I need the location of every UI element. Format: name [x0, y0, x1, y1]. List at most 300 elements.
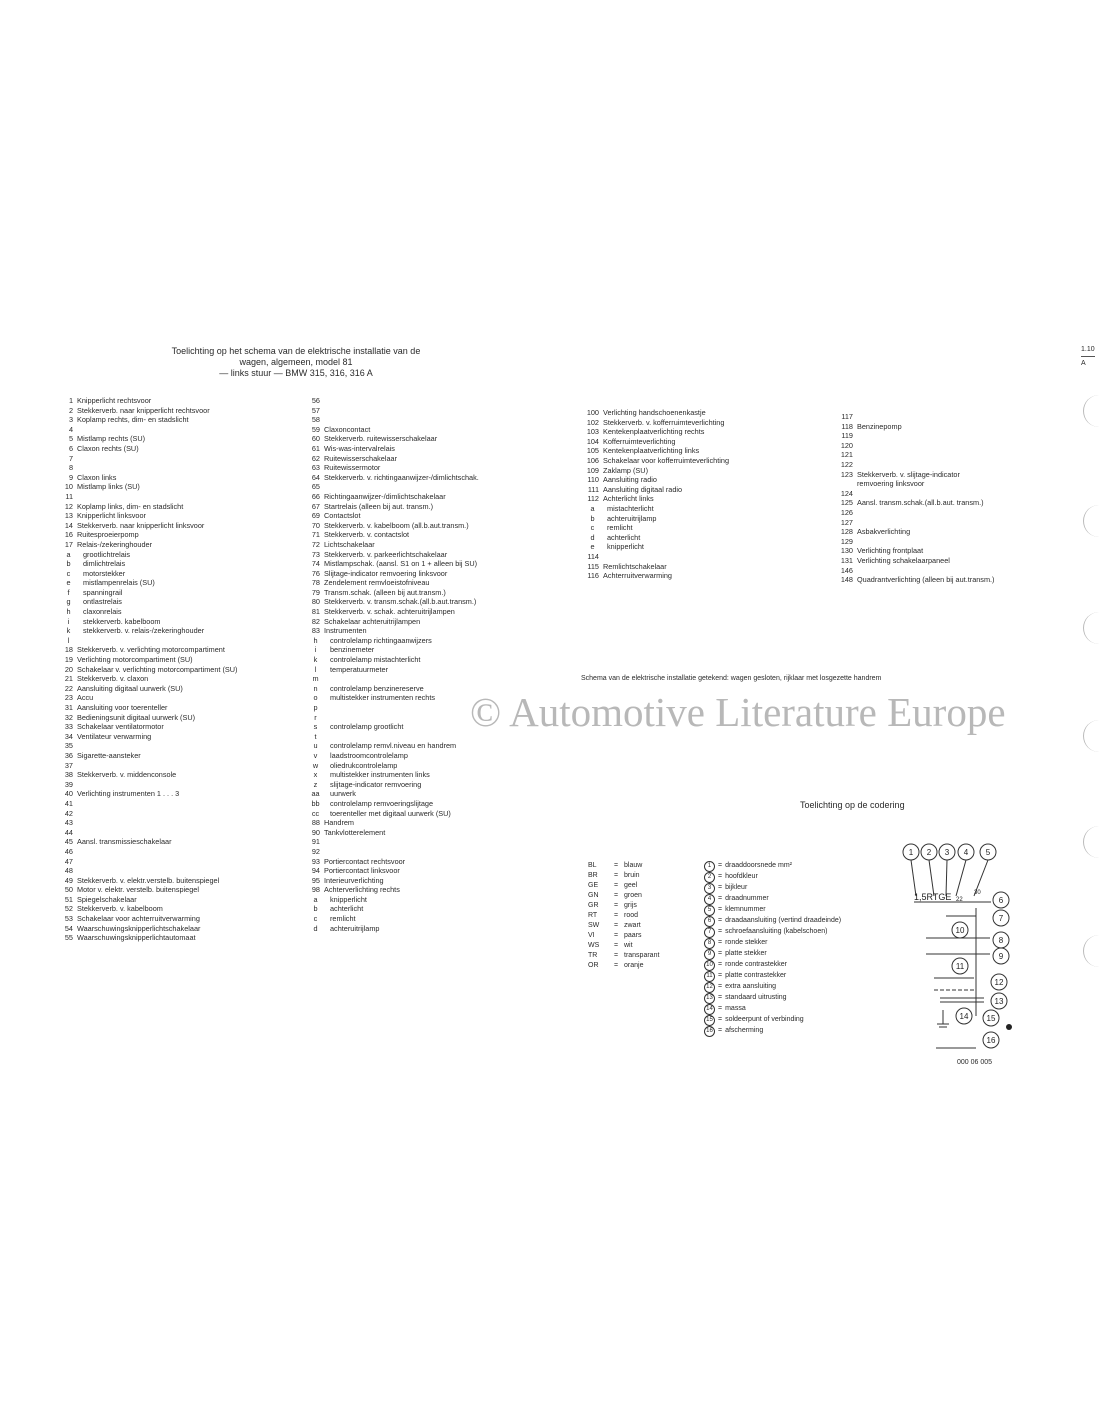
component-number: 46	[64, 846, 73, 856]
legend-number: 11	[704, 971, 715, 982]
component-subitem	[305, 789, 479, 799]
component-number: 95	[311, 875, 320, 885]
component-label: uurwerk	[330, 789, 356, 799]
component-label: Schakelaar voor achterruitverwarming	[77, 914, 200, 924]
component-number: b	[313, 904, 318, 914]
component-list-column-2	[305, 396, 479, 933]
component-subitem	[305, 732, 479, 742]
component-label: Richtingaanwijzer-/dimlichtschakelaar	[324, 491, 446, 501]
legend-text: afscherming	[725, 1027, 764, 1035]
component-number: 93	[311, 856, 320, 866]
coding-diagram	[896, 838, 1046, 1068]
component-number: 1	[68, 396, 73, 405]
component-number: 71	[311, 530, 320, 540]
component-number: 115	[587, 561, 599, 571]
color-code: SW	[588, 922, 600, 929]
component-item	[836, 470, 995, 480]
color-code-row	[588, 911, 659, 921]
component-label: knipperlicht	[330, 894, 367, 904]
component-subitem	[58, 607, 237, 617]
component-item	[836, 546, 995, 556]
equals-sign: =	[718, 862, 723, 870]
legend-text: massa	[725, 1005, 746, 1013]
component-label: spanningrail	[83, 587, 123, 597]
component-item	[305, 463, 479, 473]
legend-number: 5	[704, 905, 715, 916]
component-item	[836, 450, 995, 460]
component-number: l	[67, 635, 70, 645]
component-label: remlicht	[330, 914, 356, 924]
diagram-number-16: 16	[986, 1036, 996, 1045]
component-number: 74	[311, 559, 320, 569]
component-number: 40	[64, 789, 73, 799]
component-label: Knipperlicht linksvoor	[77, 511, 146, 521]
component-label: Achterverlichting rechts	[324, 885, 400, 895]
legend-number: 10	[704, 960, 715, 971]
component-label: Achterruitverwarming	[603, 571, 672, 581]
equals-sign: =	[614, 892, 619, 899]
color-code-row	[588, 951, 659, 961]
component-item	[305, 482, 479, 492]
component-number: 88	[311, 818, 320, 828]
equals-sign: =	[718, 1005, 723, 1013]
component-label: claxonrelais	[83, 607, 122, 617]
component-subitem	[305, 636, 479, 646]
diagram-terminal: 30	[974, 890, 981, 896]
component-label: Portiercontact rechtsvoor	[324, 856, 406, 866]
component-item	[58, 406, 237, 416]
component-label: achteruitrijlamp	[607, 513, 657, 523]
component-number: i	[67, 616, 70, 626]
component-item	[836, 518, 995, 528]
component-label: achteruitrijlamp	[330, 923, 380, 933]
component-number: 21	[64, 674, 73, 684]
component-number: b	[590, 513, 595, 523]
component-label: Accu	[77, 693, 94, 703]
component-label: Aansl. transm.schak.(all.b.aut. transm.)	[857, 498, 984, 508]
component-number: 56	[311, 396, 320, 405]
component-label: temperatuurmeter	[330, 664, 388, 674]
component-number: 57	[311, 405, 320, 415]
component-item	[305, 406, 479, 416]
component-number: 17	[64, 539, 73, 549]
component-item	[305, 444, 479, 454]
component-subitem	[58, 636, 237, 646]
component-item	[582, 494, 729, 504]
component-item	[58, 473, 237, 483]
component-number: 18	[64, 645, 73, 655]
legend-text: schroefaansluiting (kabelschoen)	[725, 928, 828, 936]
equals-sign: =	[718, 994, 723, 1002]
legend-number: 13	[704, 993, 715, 1004]
component-label: Stekkerverb. v. richtingaanwijzer-/dimlichtschak.	[324, 472, 479, 482]
component-label: Aansluiting digitaal radio	[603, 484, 683, 494]
component-number: 42	[64, 808, 73, 818]
component-number: 49	[64, 875, 73, 885]
diagram-number-15: 15	[986, 1014, 996, 1023]
component-number: 119	[841, 431, 853, 441]
color-code-row	[588, 881, 659, 891]
equals-sign: =	[718, 961, 723, 969]
component-number: 110	[587, 475, 599, 485]
component-label: dimlichtrelais	[83, 559, 126, 569]
component-number: 33	[64, 722, 73, 732]
component-number: 82	[311, 616, 320, 626]
component-label: Ruitesproeierpomp	[77, 530, 139, 540]
legend-text: platte contrastekker	[725, 972, 787, 980]
component-number: 20	[64, 664, 73, 674]
component-label: controlelamp remvoeringslijtage	[330, 798, 434, 808]
component-number: 4	[68, 424, 73, 434]
binder-hole-4	[1083, 720, 1100, 752]
coding-title: Toelichting op de codering	[800, 800, 905, 810]
component-number: 125	[840, 498, 853, 508]
legend-row	[704, 927, 841, 938]
color-code: BR	[588, 872, 598, 879]
component-label: Wis-was-intervalrelais	[324, 443, 395, 453]
component-label: Startrelais (alleen bij aut. transm.)	[324, 501, 434, 511]
component-label: Stekkerverb. v. middenconsole	[77, 770, 177, 780]
legend-row	[704, 993, 841, 1004]
component-item	[836, 527, 995, 537]
component-number: a	[66, 549, 71, 559]
component-number: v	[313, 750, 318, 760]
component-number: aa	[311, 789, 320, 799]
component-number: 6	[68, 443, 73, 453]
component-number: 91	[311, 837, 320, 847]
color-code-row	[588, 891, 659, 901]
component-number: 131	[840, 555, 853, 565]
component-label: multistekker instrumenten rechts	[330, 693, 436, 703]
component-label: Zendelement remvloeistofniveau	[324, 578, 430, 588]
component-item	[58, 799, 237, 809]
component-item	[836, 566, 995, 576]
component-number: 41	[64, 798, 73, 808]
component-label: oliedrukcontrolelamp	[330, 760, 398, 770]
component-item	[305, 876, 479, 886]
legend-text: ronde contrastekker	[725, 961, 787, 969]
component-number: g	[66, 597, 71, 607]
component-item	[58, 674, 237, 684]
component-subitem	[305, 655, 479, 665]
component-label: Mistlamp links (SU)	[77, 482, 140, 492]
component-number: 23	[64, 693, 73, 703]
component-label: Verlichting schakelaarpaneel	[857, 555, 950, 565]
page-reference-bottom: A	[1081, 356, 1095, 369]
component-number: 2	[68, 405, 73, 415]
component-number: 72	[311, 539, 320, 549]
component-item	[58, 492, 237, 502]
component-item	[305, 828, 479, 838]
component-subitem	[305, 693, 479, 703]
component-label: remvoering linksvoor	[857, 479, 925, 489]
component-subitem	[305, 809, 479, 819]
component-number: t	[314, 731, 317, 741]
component-label: Schakelaar v. verlichting motorcompartiment (SU)	[77, 664, 238, 674]
component-number: 67	[311, 501, 320, 511]
component-number: 10	[64, 482, 73, 492]
legend-number: 12	[704, 982, 715, 993]
component-item	[305, 569, 479, 579]
component-label: Aansluiting radio	[603, 475, 657, 485]
binder-hole-6	[1083, 935, 1100, 967]
component-number: c	[590, 523, 595, 533]
legend-text: bijkleur	[725, 884, 748, 892]
component-label: Stekkerverb. v. claxon	[77, 674, 149, 684]
component-label: controlelamp grootlicht	[330, 722, 404, 732]
component-number: 102	[586, 417, 599, 427]
component-number: 44	[64, 827, 73, 837]
equals-sign: =	[614, 932, 619, 939]
legend-number: 15	[704, 1015, 715, 1026]
component-item	[305, 540, 479, 550]
component-number: n	[313, 683, 318, 693]
legend-text: draaddoorsnede mm²	[725, 862, 793, 870]
component-number: 79	[311, 587, 320, 597]
component-item	[305, 425, 479, 435]
color-name: rood	[624, 912, 639, 919]
component-number: 53	[64, 914, 73, 924]
component-item	[58, 713, 237, 723]
color-code: TR	[588, 952, 598, 959]
component-label: Kofferruimteverlichting	[603, 436, 676, 446]
diagram-number-1: 1	[908, 848, 914, 857]
component-item	[58, 396, 237, 406]
diagram-number-14: 14	[959, 1012, 969, 1021]
component-item	[58, 741, 237, 751]
legend-row	[704, 960, 841, 971]
component-label: Stekkerverb. v. contactslot	[324, 530, 410, 540]
component-item	[305, 588, 479, 598]
color-name: groen	[624, 892, 642, 899]
component-number: 59	[311, 424, 320, 434]
component-subitem	[305, 895, 479, 905]
component-subitem	[582, 542, 729, 552]
component-item	[305, 511, 479, 521]
component-item	[305, 607, 479, 617]
binder-hole-5	[1083, 826, 1100, 858]
legend-text: soldeerpunt of verbinding	[725, 1016, 804, 1024]
component-item	[58, 789, 237, 799]
color-code: VI	[588, 932, 595, 939]
component-label: Stekkerverb. naar knipperlicht linksvoor	[77, 520, 205, 530]
legend-number: 7	[704, 927, 715, 938]
component-item	[58, 876, 237, 886]
component-number: 47	[64, 856, 73, 866]
component-label: Koplamp links, dim- en stadslicht	[77, 501, 184, 511]
legend-number: 8	[704, 938, 715, 949]
component-label: Mistlamp rechts (SU)	[77, 434, 146, 444]
legend-number: 14	[704, 1004, 715, 1015]
component-item	[305, 866, 479, 876]
component-number	[836, 479, 857, 489]
component-number: 73	[311, 549, 320, 559]
component-item	[836, 422, 995, 432]
component-subitem	[305, 780, 479, 790]
component-item	[836, 412, 995, 422]
component-label: Remlichtschakelaar	[603, 561, 667, 571]
component-item	[305, 550, 479, 560]
component-label: Quadrantverlichting (alleen bij aut.transm.)	[857, 575, 995, 585]
component-label: Schakelaar achteruitrijlampen	[324, 616, 421, 626]
equals-sign: =	[614, 872, 619, 879]
legend-row	[704, 949, 841, 960]
component-item	[305, 626, 479, 636]
component-item	[582, 475, 729, 485]
component-number: 38	[64, 770, 73, 780]
component-number: 32	[64, 712, 73, 722]
component-list-column-4	[836, 412, 995, 585]
color-code: OR	[588, 962, 599, 969]
component-subitem	[305, 713, 479, 723]
component-number: i	[314, 645, 317, 655]
diagram-number-9: 9	[998, 952, 1004, 961]
component-subitem	[305, 741, 479, 751]
component-item	[58, 454, 237, 464]
legend-row	[704, 1004, 841, 1015]
component-item	[305, 454, 479, 464]
component-item	[58, 665, 237, 675]
component-item	[836, 441, 995, 451]
component-subitem	[582, 514, 729, 524]
component-item	[58, 482, 237, 492]
component-subitem	[305, 924, 479, 934]
component-label: Stekkerverb. v. elektr.verstelb. buitenspiegel	[77, 875, 220, 885]
component-subitem	[58, 578, 237, 588]
component-label: knipperlicht	[607, 542, 644, 552]
diagram-number-12: 12	[994, 978, 1004, 987]
component-item	[836, 498, 995, 508]
component-number: 117	[841, 412, 853, 421]
component-number: 63	[311, 463, 320, 473]
equals-sign: =	[718, 895, 723, 903]
component-item	[58, 818, 237, 828]
equals-sign: =	[614, 942, 619, 949]
diagram-number-2: 2	[926, 848, 932, 857]
page-reference-top: 1.10	[1081, 346, 1095, 353]
component-label: Contactslot	[324, 511, 361, 521]
component-label: mistachterlicht	[607, 503, 654, 513]
component-number: 7	[68, 453, 73, 463]
component-label: ontlastrelais	[83, 597, 122, 607]
component-label: controlelamp benzinereserve	[330, 683, 424, 693]
component-item	[58, 809, 237, 819]
component-item	[58, 521, 237, 531]
equals-sign: =	[718, 950, 723, 958]
color-name: paars	[624, 932, 642, 939]
component-number: 126	[840, 507, 853, 517]
component-label: grootlichtrelais	[83, 549, 131, 559]
component-label: Instrumenten	[324, 626, 367, 636]
component-label: Portiercontact linksvoor	[324, 866, 400, 876]
color-name: transparant	[624, 952, 660, 959]
component-item	[836, 431, 995, 441]
component-item	[58, 924, 237, 934]
component-label: Lichtschakelaar	[324, 539, 375, 549]
color-name: grijs	[624, 902, 637, 909]
equals-sign: =	[614, 962, 619, 969]
component-item	[58, 770, 237, 780]
color-code-row	[588, 941, 659, 951]
component-label: multistekker instrumenten links	[330, 770, 430, 780]
component-number: 45	[64, 837, 73, 847]
component-number: m	[312, 674, 319, 684]
legend-row	[704, 1015, 841, 1026]
component-subitem	[305, 703, 479, 713]
color-code: WS	[588, 942, 600, 949]
legend-text: draadnummer	[725, 895, 769, 903]
component-label: Verlichting frontplaat	[857, 546, 924, 556]
color-code-row	[588, 931, 659, 941]
component-label: Sigarette-aansteker	[77, 750, 141, 760]
component-label: benzinemeter	[330, 645, 375, 655]
component-number: 130	[840, 546, 853, 556]
component-number: 34	[64, 731, 73, 741]
component-number: 55	[64, 933, 73, 943]
component-number: w	[312, 760, 319, 770]
component-item	[58, 885, 237, 895]
component-label: Claxon links	[77, 472, 117, 482]
component-item	[305, 492, 479, 502]
component-number: l	[314, 664, 317, 674]
component-item	[58, 511, 237, 521]
component-label: Slijtage-indicator remvoering linksvoor	[324, 568, 448, 578]
component-number: 58	[311, 415, 320, 425]
component-item	[582, 408, 729, 418]
component-label: Waarschuwingsknipperlichtautomaat	[77, 933, 196, 943]
color-name: bruin	[624, 872, 640, 879]
component-item	[58, 857, 237, 867]
legend-row	[704, 971, 841, 982]
component-subitem	[305, 761, 479, 771]
component-item	[58, 415, 237, 425]
equals-sign: =	[718, 873, 723, 881]
component-label: Verlichting handschoenenkastje	[603, 408, 706, 417]
component-label: Claxon rechts (SU)	[77, 443, 139, 453]
component-number: o	[313, 693, 318, 703]
component-subitem	[305, 904, 479, 914]
component-item	[836, 575, 995, 585]
component-number: d	[590, 532, 595, 542]
component-number: 123	[840, 469, 853, 479]
component-item	[58, 847, 237, 857]
diagram-number-13: 13	[994, 997, 1004, 1006]
component-item	[305, 473, 479, 483]
component-number: 111	[587, 484, 599, 494]
equals-sign: =	[614, 862, 619, 869]
equals-sign: =	[614, 952, 619, 959]
drawing-reference: 000 06 005	[957, 1059, 993, 1066]
legend-text: hoofdkleur	[725, 873, 758, 881]
component-item	[58, 780, 237, 790]
component-item	[58, 703, 237, 713]
legend-text: standaard uitrusting	[725, 994, 787, 1002]
component-label: mistlampenrelais (SU)	[83, 578, 155, 588]
legend-number: 1	[704, 861, 715, 872]
color-name: blauw	[624, 862, 643, 869]
component-item	[58, 444, 237, 454]
component-item	[305, 885, 479, 895]
legend-row	[704, 861, 841, 872]
component-label: Spiegelschakelaar	[77, 894, 137, 904]
component-item	[582, 427, 729, 437]
component-number: 118	[841, 421, 853, 431]
component-item	[58, 463, 237, 473]
document-title	[148, 346, 444, 379]
component-label: Schakelaar ventilatormotor	[77, 722, 164, 732]
component-subitem	[305, 645, 479, 655]
component-item	[582, 485, 729, 495]
